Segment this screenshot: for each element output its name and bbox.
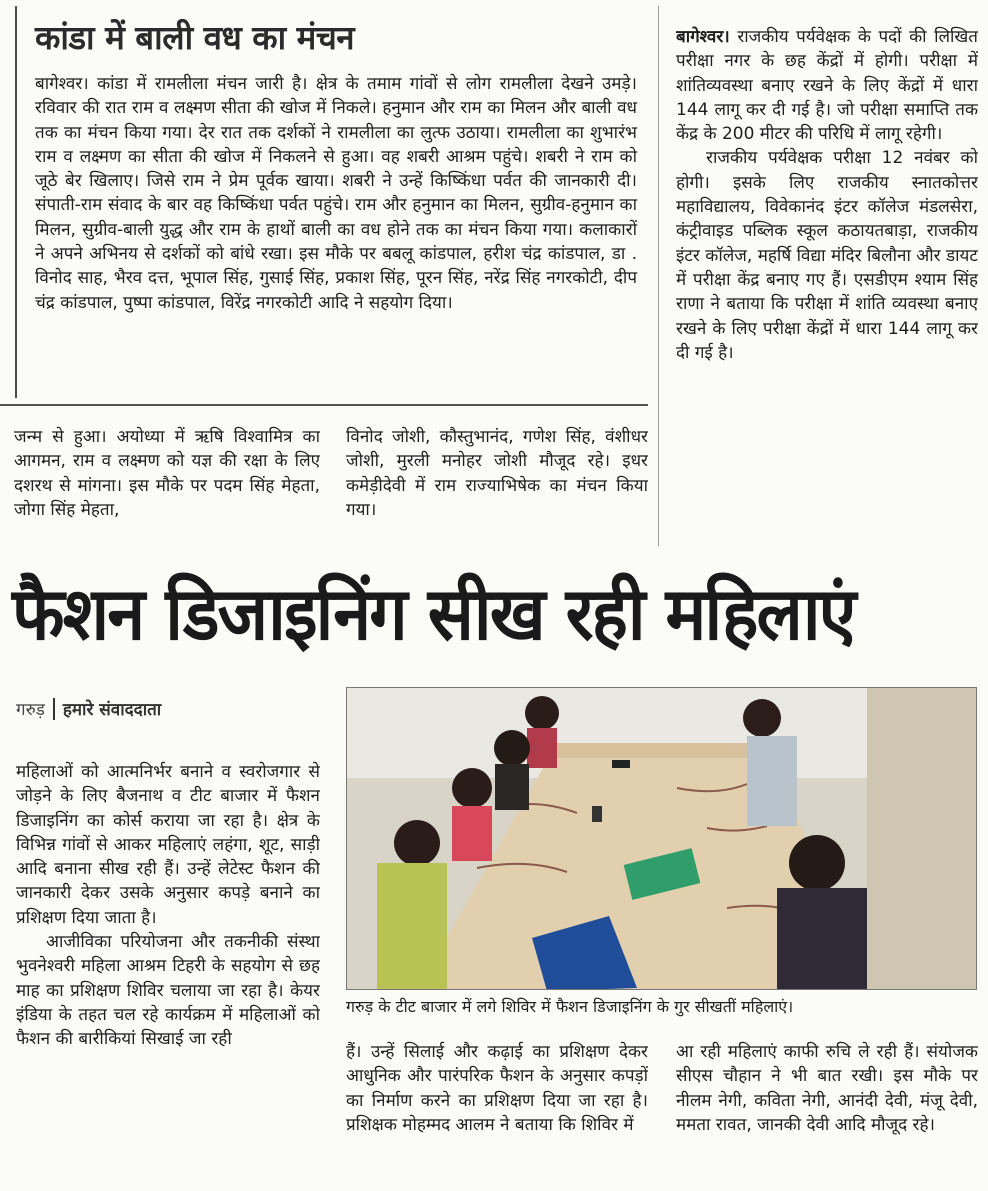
story-exam-paragraph-2: राजकीय पर्यवेक्षक परीक्षा 12 नवंबर को होगी। इसके लिए राजकीय स्नातकोत्तर महाविद्यालय, विवेकानंद इंटर कॉलेज मंडलसेरा, कंट्रीवाइड पब्लिक स्कूल कठायतबाड़ा, राजकीय इंटर कॉलेज, महर्षि विद्या मंदिर बिलौना और डायट में परीक्षा केंद्र बनाए गए हैं। एसडीएम श्याम सिंह राणा ने बताया कि परीक्षा में शांति व्यवस्था बनाए रखने के लिए परीक्षा केंद्रों में धारा 144 लागू कर दी गई है। xyxy=(676,148,978,363)
photo-illustration xyxy=(347,688,977,990)
story-exam-paragraph-1 xyxy=(676,25,978,146)
phone xyxy=(592,806,602,822)
story-exam-column xyxy=(676,25,978,365)
story-headline-fashion: फैशन डिजाइनिंग सीख रही महिलाएं xyxy=(12,572,855,657)
story-headline-kanda: कांडा में बाली वध का मंचन xyxy=(35,18,355,57)
story-box-kanda xyxy=(15,6,640,398)
byline-place: गरुड़ xyxy=(16,700,45,720)
story-ramleela-column-1: जन्म से हुआ। अयोध्या में ऋषि विश्वामित्र का आगमन, राम व लक्ष्मण को यज्ञ की रक्षा के लिए दशरथ से मांगना। इस मौके पर पदम सिंह मेहता, जोगा सिंह मेहता, xyxy=(14,427,320,520)
byline xyxy=(16,698,161,722)
story-exam-dateline: बागेश्वर। xyxy=(676,27,730,47)
story-fashion-column-1 xyxy=(16,760,320,1052)
story-body-kanda: बागेश्वर। कांडा में रामलीला मंचन जारी है। क्षेत्र के तमाम गांवों से लोग रामलीला देखने उमड़े। रविवार की रात राम व लक्ष्मण सीता की खोज में निकले। हनुमान और राम का मिलन और बाली वध तक का मंचन किया गया। देर रात तक दर्शकों ने रामलीला का लुत्फ उठाया। रामलीला का शुभारंभ राम व लक्ष्मण का सीता की खोज में निकलने से हुआ। वह शबरी आश्रम पहुंचे। शबरी ने राम को जूठे बेर खिलाए। जिसे राम ने प्रेम पूर्वक खाया। शबरी ने उन्हें किष्किंधा पर्वत की जानकारी दी। संपाती-राम संवाद के बार वह किष्किंधा पर्वत पहुंचे। राम और हनुमान का मिलन, सुग्रीव-हनुमान का मिलन, सुग्रीव-बाली युद्ध और राम के हाथों बाली का वध होने तक का मंचन किया गया। कलाकारों ने अपने अभिनय से दर्शकों को बांधे रखा। इस मौके पर बबलू कांडपाल, हरीश चंद्र कांडपाल, डा . विनोद साह, भैरव दत्त, भूपाल सिंह, गुसाई सिंह, प्रकाश सिंह, पूरन सिंह, नरेंद्र सिंह नगरकोटी, दीप चंद्र कांडपाल, पुष्पा कांडपाल, विरेंद्र नगरकोटी आदि ने सहयोग दिया। xyxy=(35,74,637,313)
photo-caption: गरुड़ के टीट बाजार में लगे शिविर में फैशन डिजाइनिंग के गुर सीखतीं महिलाएं। xyxy=(346,997,794,1016)
story-fashion-paragraph-2: आजीविका परियोजना और तकनीकी संस्था भुवनेश्वरी महिला आश्रम टिहरी के सहयोग से छह माह का प्रशिक्षण शिविर चलाया जा रहा है। केयर इंडिया के तहत चल रहे कार्यक्रम में महिलाओं को फैशन की बारीकियां सिखाई जा रही xyxy=(16,932,320,1050)
news-photo xyxy=(346,687,977,990)
story-exam-text-1: राजकीय पर्यवेक्षक के पदों की लिखित परीक्षा नगर के छह केंद्रों में होगी। परीक्षा में शांतिव्यवस्था बनाए रखने के लिए केंद्रों में धारा 144 लागू कर दी गई है। जो परीक्षा समाप्ति तक केंद्र के 200 मीटर की परिधि में लागू रहेगी। xyxy=(676,27,978,145)
story-fashion-column-3: आ रही महिलाएं काफी रुचि ले रही हैं। संयोजक सीएस चौहान ने भी बात रखी। इस मौके पर नीलम नेगी, कविता नेगी, आनंदी देवी, मंजू देवी, ममता रावत, जानकी देवी आदि मौजूद रहे। xyxy=(676,1042,978,1135)
horizontal-rule xyxy=(0,404,648,406)
story-ramleela-column-2: विनोद जोशी, कौस्तुभानंद, गणेश सिंह, वंशीधर जोशी, मुरली मनोहर जोशी मौजूद रहे। इधर कमेड़ीदेवी में राम राज्याभिषेक का मंचन किया गया। xyxy=(346,427,648,520)
story-fashion-column-2: हैं। उन्हें सिलाई और कढ़ाई का प्रशिक्षण देकर आधुनिक और पारंपरिक फैशन के अनुसार कपड़ों का निर्माण करने का प्रशिक्षण दिया जा रहा है। प्रशिक्षक मोहम्मद आलम ने बताया कि शिविर में xyxy=(346,1042,648,1135)
column-divider xyxy=(658,6,659,546)
byline-separator xyxy=(53,698,55,720)
story-fashion-paragraph-1: महिलाओं को आत्मनिर्भर बनाने व स्वरोजगार से जोड़ने के लिए बैजनाथ व टीट बाजार में फैशन डिजाइनिंग का कोर्स कराया जा रहा है। क्षेत्र के विभिन्न गांवों से आकर महिलाएं लहंगा, शूट, साड़ी आदि बनाना सीख रही हैं। उन्हें लेटेस्ट फैशन की जानकारी देकर उसके अनुसार कपड़े बनाने का प्रशिक्षण दिया जाता है। xyxy=(16,762,320,928)
byline-reporter: हमारे संवाददाता xyxy=(62,700,162,720)
